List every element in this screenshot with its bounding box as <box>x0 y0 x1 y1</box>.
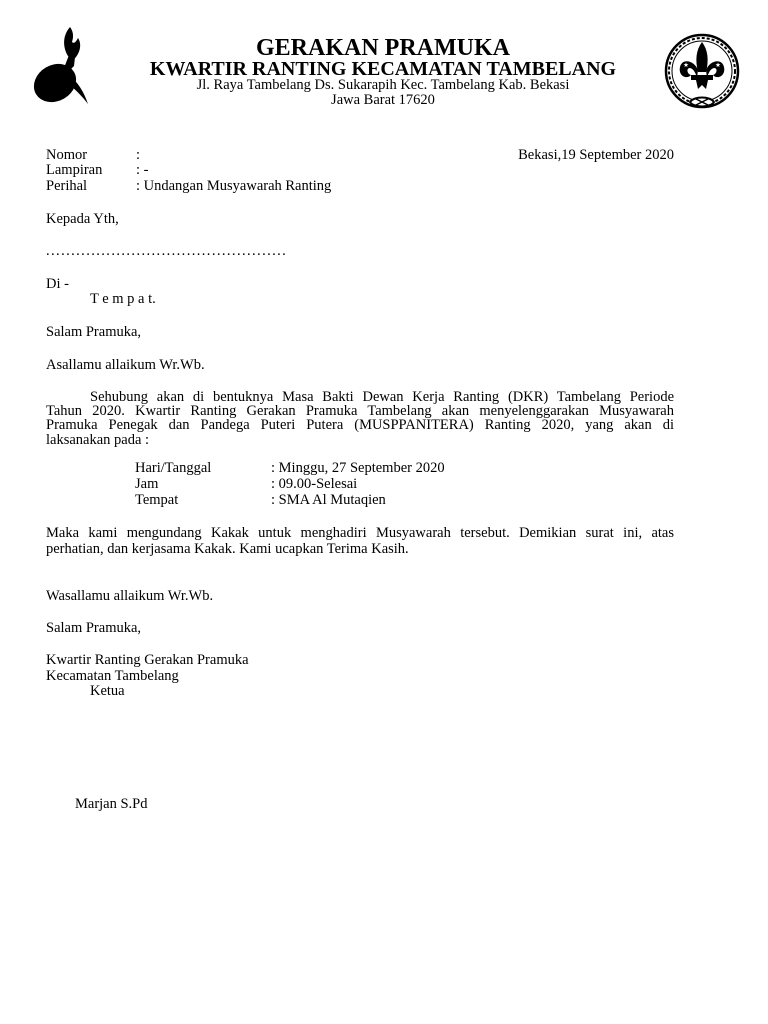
paragraph-1-line-3: Pramuka Penegak dan Pandega Puteri Putera (MUSPPANITERA) Ranting 2020, yang akan di <box>46 417 674 433</box>
recipient-location: T e m p a t. <box>90 291 156 307</box>
paragraph-1-line-4: laksanakan pada : <box>46 432 150 448</box>
event-label-time: Jam <box>135 476 159 492</box>
letterhead-organization: GERAKAN PRAMUKA <box>256 35 510 61</box>
meta-label-perihal: Perihal <box>46 178 88 194</box>
event-value-place: : SMA Al Mutaqien <box>271 492 386 508</box>
meta-label-nomor: Nomor <box>46 147 88 163</box>
signatory-name: Marjan S.Pd <box>75 796 148 812</box>
paragraph-2-line-2: perhatian, dan kerjasama Kakak. Kami ucapkan Terima Kasih. <box>46 541 409 557</box>
meta-label-lampiran: Lampiran <box>46 162 103 178</box>
signatory-title: Ketua <box>90 683 125 699</box>
closing-salutation: Salam Pramuka, <box>46 620 142 636</box>
event-label-date: Hari/Tanggal <box>135 460 212 476</box>
letterhead-address-line-2: Jawa Barat 17620 <box>331 92 435 108</box>
recipient-location-prefix: Di - <box>46 276 69 292</box>
paragraph-2-line-1: Maka kami mengundang Kakak untuk menghadiri Musyawarah tersebut. Demikian surat ini, atas <box>46 525 674 541</box>
meta-value-lampiran: : - <box>136 162 149 178</box>
meta-value-perihal: : Undangan Musyawarah Ranting <box>136 178 332 194</box>
opening-greeting: Asallamu allaikum Wr.Wb. <box>46 357 205 373</box>
event-label-place: Tempat <box>135 492 179 508</box>
event-value-time: : 09.00-Selesai <box>271 476 358 492</box>
recipient-name-blank: ................................................ <box>46 243 288 259</box>
opening-salutation: Salam Pramuka, <box>46 324 142 340</box>
letterhead-branch: KWARTIR RANTING KECAMATAN TAMBELANG <box>149 58 617 80</box>
letterhead-address-line-1: Jl. Raya Tambelang Ds. Sukarapih Kec. Tambelang Kab. Bekasi <box>196 77 570 93</box>
signatory-org-line-2: Kecamatan Tambelang <box>46 668 179 684</box>
meta-value-nomor: : <box>136 147 141 163</box>
closing-greeting: Wasallamu allaikum Wr.Wb. <box>46 588 214 604</box>
event-value-date: : Minggu, 27 September 2020 <box>271 460 445 476</box>
signatory-org-line-1: Kwartir Ranting Gerakan Pramuka <box>46 652 249 668</box>
paragraph-1-line-2: Tahun 2020. Kwartir Ranting Gerakan Pramuka Tambelang akan menyelenggarakan Musyawarah <box>46 403 674 419</box>
place-date: Bekasi,19 September 2020 <box>518 147 674 163</box>
recipient-greeting: Kepada Yth, <box>46 211 119 227</box>
paragraph-1-line-1: Sehubung akan di bentuknya Masa Bakti Dewan Kerja Ranting (DKR) Tambelang Periode <box>90 389 674 405</box>
